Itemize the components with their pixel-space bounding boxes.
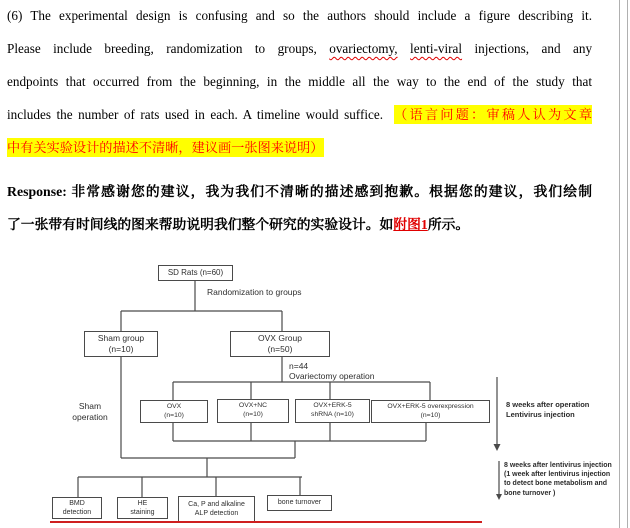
box-ovx-group: OVX Group (n=50) [230,331,330,357]
annotation-lentivirus-injection: 8 weeks after operation Lentivirus injection [506,400,590,419]
highlighted-note-part2: 中有关实验设计的描述不清晰，建议画一张图来说明） [7,140,324,155]
box-ovx: OVX (n=10) [140,400,208,423]
misspelled-word-ovariectomy: ovariectomy, [329,41,398,56]
paragraph1-line4: includes the number of rats used in each. A timeline would suffice. （语言问题：审稿人认为文章 [7,107,592,122]
box-ovx-erk5-overexpression: OVX+ERK-5 overexpression (n=10) [371,400,490,423]
document-text-block [7,0,592,241]
box-sham-group: Sham group (n=10) [84,331,158,357]
box-ovx-erk5-shrna: OVX+ERK-5 shRNA (n=10) [295,399,370,423]
annotation-bone-metabolism-detection: 8 weeks after lentivirus injection (1 week after lentivirus injection to detect bone metabolism and bone turnover ) [504,462,612,497]
paragraph1-line1 [7,0,592,32]
box-he-staining: HE staining [117,497,168,519]
box-ovx-nc: OVX+NC (n=10) [217,399,289,423]
page-edge-border [619,0,620,528]
window-edge-border [627,0,628,528]
paragraph1-line2: Please include breeding, randomization to groups, ovariectomy, lenti-viral injections, and any [7,41,592,56]
down-arrowhead-icon [494,444,501,451]
label-n44: n=44 [289,361,309,371]
box-sd-rats: SD Rats (n=60) [158,265,233,281]
box-ca-p-alp-detection: Ca, P and alkaline ALP detection [178,496,255,522]
reviewer-comment-text: (6) The experimental design is confusing and so the authors should include a figure describing it. [7,8,592,23]
label-randomization: Randomization to groups [207,287,302,297]
label-ovariectomy-operation: Ovariectomy operation [289,371,375,381]
experimental-design-flowchart [0,258,630,524]
misspelled-word-lentiviral: lenti-viral [410,41,463,56]
box-bone-turnover: bone turnover [267,495,332,511]
down-arrowhead-icon [496,494,502,500]
response-line2: 了一张带有时间线的图来帮助说明我们整个研究的实验设计。如附图1所示。 [7,217,470,232]
paragraph1-line5 [7,131,592,164]
figure-1-link[interactable]: 附图1 [393,217,428,232]
label-sham-operation: Sham operation [72,401,108,423]
response-line1: Response: 非常感谢您的建议，我为我们不清晰的描述感到抱歉。根据您的建议，我们绘制 [7,184,592,199]
paragraph1-line3: endpoints that occurred from the beginning, in the middle all the way to the end of the study that [7,74,592,89]
box-bmd-detection: BMD detection [52,497,102,519]
highlighted-note-part1: （语言问题：审稿人认为文章 [394,107,592,122]
paragraph-spacer [7,164,592,175]
response-paragraph [7,175,592,241]
response-label: Response: [7,184,67,199]
red-divider-line [50,521,482,523]
